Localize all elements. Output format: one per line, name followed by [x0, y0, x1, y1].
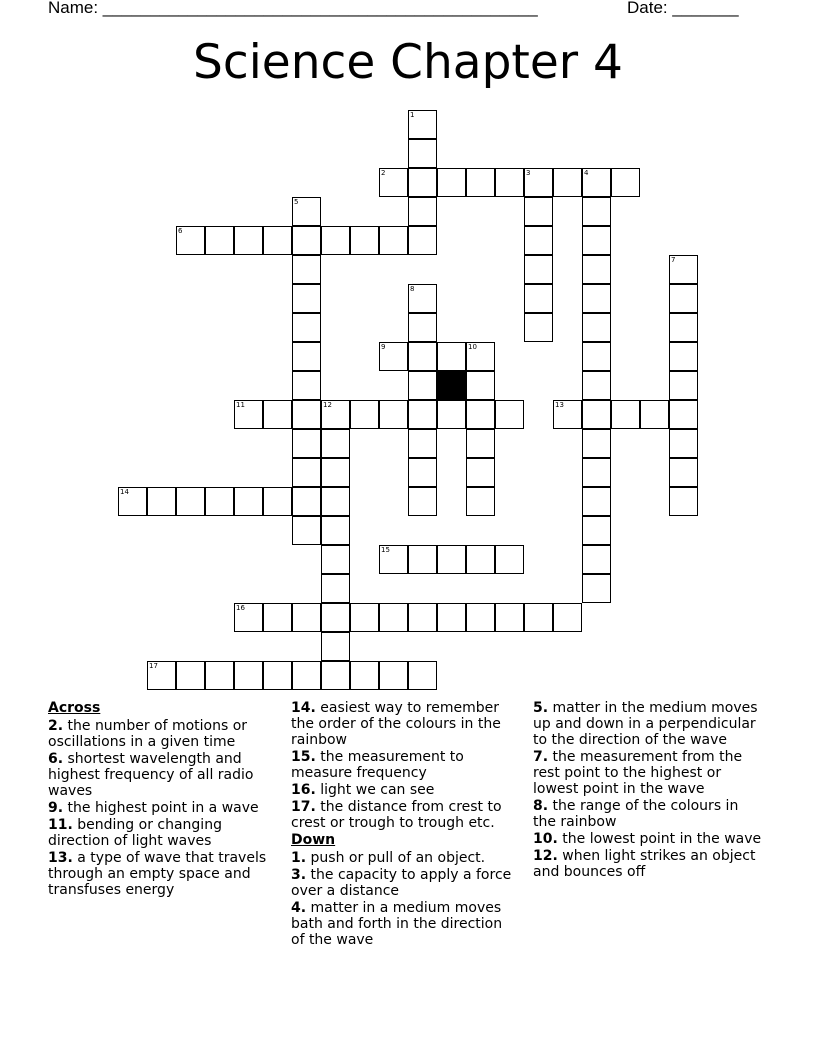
clue-number-label: 5.: [533, 700, 549, 716]
clues-column-1: [48, 700, 280, 899]
clue-text: light we can see: [315, 782, 435, 798]
answer-cell[interactable]: [408, 197, 437, 226]
answer-cell[interactable]: [524, 603, 553, 632]
across-clue: [48, 817, 280, 849]
clue-text: the measurement to measure frequency: [291, 749, 464, 781]
answer-cell[interactable]: [176, 226, 205, 255]
down-clue: [291, 850, 519, 866]
answer-cell[interactable]: [292, 400, 321, 429]
answer-cell[interactable]: [321, 400, 350, 429]
answer-cell[interactable]: [466, 545, 495, 574]
answer-cell[interactable]: [379, 661, 408, 690]
answer-cell[interactable]: [408, 487, 437, 516]
clue-text: the number of motions or oscillations in a given time: [48, 718, 248, 750]
page-title: Science Chapter 4: [193, 35, 623, 90]
answer-cell[interactable]: [205, 226, 234, 255]
clue-text: a type of wave that travels through an empty space and transfuses energy: [48, 850, 267, 898]
answer-cell[interactable]: [524, 313, 553, 342]
answer-cell[interactable]: [582, 197, 611, 226]
clue-number: 5: [294, 198, 299, 206]
clue-number: 6: [178, 227, 183, 235]
answer-cell[interactable]: [582, 342, 611, 371]
answer-cell[interactable]: [437, 400, 466, 429]
clue-number: 11: [236, 401, 245, 409]
answer-cell[interactable]: [669, 487, 698, 516]
clue-number: 10: [468, 343, 477, 351]
answer-cell[interactable]: [669, 284, 698, 313]
answer-cell[interactable]: [582, 400, 611, 429]
clue-number: 14: [120, 488, 129, 496]
answer-cell[interactable]: [379, 226, 408, 255]
answer-cell[interactable]: [611, 168, 640, 197]
answer-cell[interactable]: [234, 603, 263, 632]
answer-cell[interactable]: [524, 226, 553, 255]
clue-number: 8: [410, 285, 415, 293]
answer-cell[interactable]: [582, 226, 611, 255]
answer-cell[interactable]: [408, 371, 437, 400]
answer-cell[interactable]: [466, 168, 495, 197]
answer-cell[interactable]: [176, 661, 205, 690]
answer-cell[interactable]: [292, 284, 321, 313]
answer-cell[interactable]: [495, 603, 524, 632]
date-field-label: Date: _______: [627, 0, 739, 17]
answer-cell[interactable]: [292, 487, 321, 516]
answer-cell[interactable]: [408, 139, 437, 168]
clue-number: 2: [381, 169, 386, 177]
name-field-label: Name: ______________________________________________: [48, 0, 538, 17]
answer-cell[interactable]: [582, 545, 611, 574]
answer-cell[interactable]: [292, 313, 321, 342]
across-clue: [48, 850, 280, 898]
clue-number-label: 6.: [48, 751, 64, 767]
across-clue: [48, 751, 280, 799]
down-clue: [533, 749, 763, 797]
answer-cell[interactable]: [640, 400, 669, 429]
clue-text: the measurement from the rest point to the highest or lowest point in the wave: [533, 749, 743, 797]
clue-number: 4: [584, 169, 589, 177]
answer-cell[interactable]: [408, 168, 437, 197]
clue-text: matter in a medium moves bath and forth in the direction of the wave: [291, 900, 503, 948]
answer-cell[interactable]: [466, 342, 495, 371]
clue-text: the capacity to apply a force over a distance: [291, 867, 512, 899]
answer-cell[interactable]: [408, 110, 437, 139]
answer-cell[interactable]: [466, 371, 495, 400]
answer-cell[interactable]: [379, 603, 408, 632]
answer-cell[interactable]: [205, 487, 234, 516]
clue-number-label: 10.: [533, 831, 558, 847]
down-clue: [291, 867, 519, 899]
answer-cell[interactable]: [408, 603, 437, 632]
clue-number-label: 8.: [533, 798, 549, 814]
answer-cell[interactable]: [582, 371, 611, 400]
answer-cell[interactable]: [263, 603, 292, 632]
down-clue: [533, 798, 763, 830]
answer-cell[interactable]: [582, 168, 611, 197]
answer-cell[interactable]: [350, 400, 379, 429]
clue-number-label: 16.: [291, 782, 316, 798]
clue-text: push or pull of an object.: [306, 850, 486, 866]
answer-cell[interactable]: [321, 429, 350, 458]
down-clue: [291, 900, 519, 948]
answer-cell[interactable]: [292, 197, 321, 226]
answer-cell[interactable]: [553, 603, 582, 632]
answer-cell[interactable]: [147, 487, 176, 516]
answer-cell[interactable]: [234, 661, 263, 690]
answer-cell[interactable]: [147, 661, 176, 690]
answer-cell[interactable]: [669, 429, 698, 458]
down-clue: [533, 831, 763, 847]
answer-cell[interactable]: [466, 400, 495, 429]
answer-cell[interactable]: [234, 226, 263, 255]
answer-cell[interactable]: [582, 255, 611, 284]
answer-cell[interactable]: [495, 168, 524, 197]
answer-cell[interactable]: [321, 632, 350, 661]
clues-column-3: [533, 700, 763, 881]
answer-cell[interactable]: [379, 168, 408, 197]
clue-number-label: 1.: [291, 850, 307, 866]
answer-cell[interactable]: [669, 371, 698, 400]
across-clue: [291, 749, 519, 781]
answer-cell[interactable]: [611, 400, 640, 429]
answer-cell[interactable]: [234, 487, 263, 516]
answer-cell[interactable]: [495, 545, 524, 574]
answer-cell[interactable]: [321, 458, 350, 487]
answer-cell[interactable]: [292, 226, 321, 255]
down-clue: [533, 700, 763, 748]
clue-text: the distance from crest to crest or trough to trough etc.: [291, 799, 502, 831]
clue-text: easiest way to remember the order of the colours in the rainbow: [291, 700, 501, 748]
clue-text: shortest wavelength and highest frequency of all radio waves: [48, 751, 254, 799]
answer-cell[interactable]: [582, 516, 611, 545]
down-heading: Down: [291, 832, 336, 848]
answer-cell[interactable]: [408, 429, 437, 458]
answer-cell[interactable]: [669, 255, 698, 284]
answer-cell[interactable]: [582, 284, 611, 313]
clue-number-label: 13.: [48, 850, 73, 866]
clue-text: bending or changing direction of light waves: [48, 817, 222, 849]
clue-number: 7: [671, 256, 676, 264]
answer-cell[interactable]: [582, 429, 611, 458]
answer-cell[interactable]: [466, 603, 495, 632]
answer-cell[interactable]: [524, 284, 553, 313]
clue-number: 3: [526, 169, 531, 177]
answer-cell[interactable]: [350, 226, 379, 255]
answer-cell[interactable]: [205, 661, 234, 690]
clue-number-label: 2.: [48, 718, 64, 734]
answer-cell[interactable]: [118, 487, 147, 516]
clue-number: 17: [149, 662, 158, 670]
answer-cell[interactable]: [408, 545, 437, 574]
blocked-cell: [437, 371, 466, 400]
clue-number-label: 11.: [48, 817, 73, 833]
clue-number-label: 4.: [291, 900, 307, 916]
answer-cell[interactable]: [582, 458, 611, 487]
clue-number: 12: [323, 401, 332, 409]
clue-number-label: 3.: [291, 867, 307, 883]
answer-cell[interactable]: [292, 458, 321, 487]
answer-cell[interactable]: [321, 487, 350, 516]
clue-text: the highest point in a wave: [63, 800, 259, 816]
across-clue: [291, 700, 519, 748]
clue-text: the lowest point in the wave: [557, 831, 762, 847]
answer-cell[interactable]: [582, 574, 611, 603]
answer-cell[interactable]: [321, 574, 350, 603]
answer-cell[interactable]: [408, 458, 437, 487]
clue-number: 16: [236, 604, 245, 612]
across-clue: [291, 799, 519, 831]
clue-number-label: 14.: [291, 700, 316, 716]
answer-cell[interactable]: [553, 168, 582, 197]
answer-cell[interactable]: [176, 487, 205, 516]
answer-cell[interactable]: [321, 226, 350, 255]
answer-cell[interactable]: [437, 342, 466, 371]
across-clue: [291, 782, 519, 798]
answer-cell[interactable]: [524, 197, 553, 226]
answer-cell[interactable]: [408, 226, 437, 255]
answer-cell[interactable]: [466, 487, 495, 516]
answer-cell[interactable]: [524, 168, 553, 197]
clue-number-label: 12.: [533, 848, 558, 864]
answer-cell[interactable]: [582, 313, 611, 342]
answer-cell[interactable]: [408, 284, 437, 313]
answer-cell[interactable]: [669, 342, 698, 371]
answer-cell[interactable]: [669, 313, 698, 342]
answer-cell[interactable]: [437, 603, 466, 632]
answer-cell[interactable]: [292, 342, 321, 371]
answer-cell[interactable]: [350, 603, 379, 632]
answer-cell[interactable]: [495, 400, 524, 429]
answer-cell[interactable]: [466, 458, 495, 487]
answer-cell[interactable]: [350, 661, 379, 690]
clue-text: when light strikes an object and bounces off: [533, 848, 756, 880]
clue-text: matter in the medium moves up and down in a perpendicular to the direction of the wave: [533, 700, 758, 748]
answer-cell[interactable]: [379, 545, 408, 574]
clue-number-label: 17.: [291, 799, 316, 815]
answer-cell[interactable]: [408, 342, 437, 371]
answer-cell[interactable]: [582, 487, 611, 516]
answer-cell[interactable]: [292, 255, 321, 284]
answer-cell[interactable]: [437, 545, 466, 574]
answer-cell[interactable]: [408, 661, 437, 690]
clue-number: 1: [410, 111, 415, 119]
answer-cell[interactable]: [379, 342, 408, 371]
clue-number-label: 9.: [48, 800, 64, 816]
across-clue: [48, 718, 280, 750]
answer-cell[interactable]: [234, 400, 263, 429]
answer-cell[interactable]: [263, 487, 292, 516]
answer-cell[interactable]: [263, 661, 292, 690]
across-heading: Across: [48, 700, 101, 716]
answer-cell[interactable]: [292, 603, 321, 632]
answer-cell[interactable]: [553, 400, 582, 429]
clue-number-label: 7.: [533, 749, 549, 765]
clue-number-label: 15.: [291, 749, 316, 765]
answer-cell[interactable]: [292, 371, 321, 400]
across-clue: [48, 800, 280, 816]
clues-column-2: [291, 700, 519, 949]
answer-cell[interactable]: [408, 313, 437, 342]
answer-cell[interactable]: [321, 516, 350, 545]
answer-cell[interactable]: [669, 458, 698, 487]
answer-cell[interactable]: [263, 400, 292, 429]
answer-cell[interactable]: [292, 429, 321, 458]
answer-cell[interactable]: [321, 545, 350, 574]
answer-cell[interactable]: [379, 400, 408, 429]
down-clue: [533, 848, 763, 880]
answer-cell[interactable]: [292, 661, 321, 690]
clue-number: 13: [555, 401, 564, 409]
answer-cell[interactable]: [263, 226, 292, 255]
answer-cell[interactable]: [437, 168, 466, 197]
answer-cell[interactable]: [524, 255, 553, 284]
answer-cell[interactable]: [321, 603, 350, 632]
answer-cell[interactable]: [669, 400, 698, 429]
clue-number: 9: [381, 343, 386, 351]
answer-cell[interactable]: [321, 661, 350, 690]
clue-number: 15: [381, 546, 390, 554]
answer-cell[interactable]: [408, 400, 437, 429]
answer-cell[interactable]: [292, 516, 321, 545]
answer-cell[interactable]: [466, 429, 495, 458]
clue-text: the range of the colours in the rainbow: [533, 798, 739, 830]
